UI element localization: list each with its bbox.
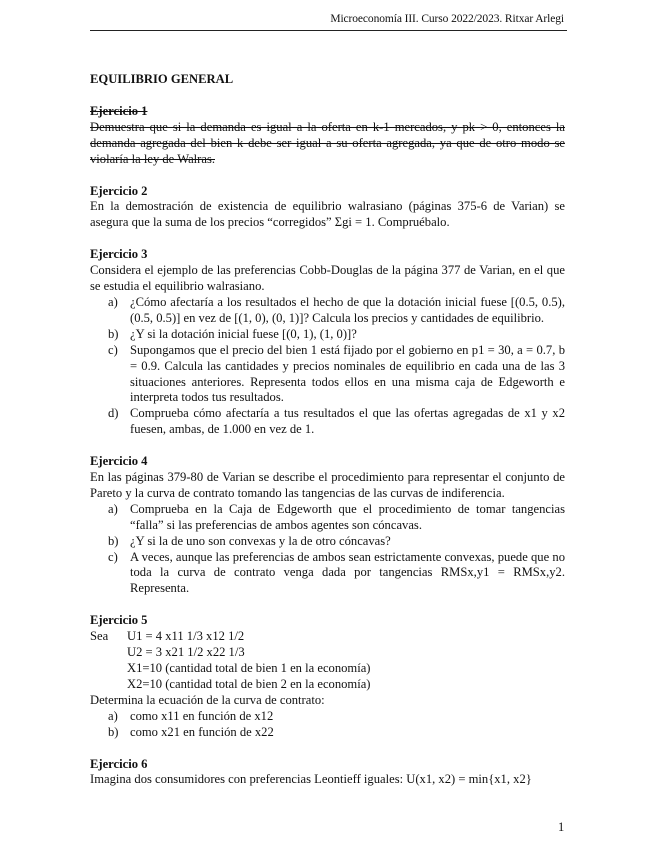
document-title: EQUILIBRIO GENERAL (90, 72, 234, 86)
item-text: como x11 en función de x12 (130, 708, 274, 723)
item-marker: b) (108, 533, 119, 548)
sea-label: Sea (90, 629, 109, 644)
exercise-5-heading: Ejercicio 5 (90, 613, 148, 628)
exercise-1 (90, 104, 565, 168)
list-item (90, 534, 565, 550)
exercise-5 (90, 613, 565, 740)
item-marker: a) (108, 294, 118, 309)
item-text: Comprueba en la Caja de Edgeworth que el procedimiento de tomar tangencias “falla” si las preferencias de ambos agentes son cóncavas. (130, 501, 565, 532)
item-text: Supongamos que el precio del bien 1 está fijado por el gobierno en p1 = 30, a = 0.7, b = 0.9. Calcula las cantidades y precios nominales de equilibrio en cada una de las 3 situaciones anteriores. Representa todos ellos en una misma caja de Edgeworth e interpreta todos tus resultados. (130, 342, 565, 405)
list-item (90, 725, 565, 741)
item-marker: c) (108, 549, 118, 564)
definitions-block (90, 629, 565, 693)
exercise-3-intro: Considera el ejemplo de las preferencias Cobb-Douglas de la página 377 de Varian, en el que se estudia el equilibrio walrasiano. (90, 263, 565, 294)
list-item (90, 709, 565, 725)
running-header: Microeconomía III. Curso 2022/2023. Ritxar Arlegi (330, 13, 564, 25)
item-marker: a) (108, 501, 118, 516)
item-marker: c) (108, 342, 118, 357)
item-marker: b) (108, 326, 119, 341)
exercise-3 (90, 247, 565, 438)
exercise-2-text: En la demostración de existencia de equilibrio walrasiano (páginas 375-6 de Varian) se asegura que la suma de los precios “corregidos” Σgi = 1. Compruébalo. (90, 199, 565, 230)
item-text: como x21 en función de x22 (130, 724, 274, 739)
item-text: ¿Cómo afectaría a los resultados el hecho de que la dotación inicial fuese [(0.5, 0.5), (0.5, 0.5)] en vez de [(1, 0), (0, 1)]? Calcula los precios y cantidades de equilibrio. (130, 294, 565, 325)
exercise-5-items (90, 709, 565, 741)
exercise-1-text: Demuestra que si la demanda es igual a la oferta en k-1 mercados, y pk > 0, entonces la demanda agregada del bien k debe ser igual a su oferta agregada, ya que de otro modo se violaría la ley de Walras. (90, 119, 565, 166)
exercise-3-items (90, 295, 565, 438)
item-text: ¿Y si la dotación inicial fuese [(0, 1), (1, 0)]? (130, 326, 357, 341)
document-body (90, 72, 565, 804)
utility-2-line: U2 = 3 x21 1/2 x22 1/3 (127, 645, 245, 660)
header-rule (90, 30, 567, 31)
exercise-1-heading: Ejercicio 1 (90, 103, 148, 118)
list-item (90, 327, 565, 343)
utility-1-line: U1 = 4 x11 1/3 x12 1/2 (127, 629, 245, 644)
exercise-4-heading: Ejercicio 4 (90, 454, 148, 469)
list-item (90, 550, 565, 598)
page-number: 1 (558, 820, 565, 834)
exercise-3-heading: Ejercicio 3 (90, 247, 148, 262)
item-text: Comprueba cómo afectaría a tus resultados el que las ofertas agregadas de x1 y x2 fuesen, ambas, de 1.000 en vez de 1. (130, 406, 565, 437)
item-marker: d) (108, 406, 119, 421)
item-text: A veces, aunque las preferencias de ambos sean estrictamente convexas, puede que no toda la curva de contrato venga dada por tangencias RMSx,y1 = RMSx,y2. Representa. (130, 549, 565, 596)
exercise-6-text: Imagina dos consumidores con preferencias Leontieff iguales: U(x1, x2) = min{x1, x2} (90, 772, 532, 787)
exercise-6-heading: Ejercicio 6 (90, 756, 148, 771)
list-item (90, 343, 565, 407)
exercise-2 (90, 184, 565, 232)
exercise-4-items (90, 502, 565, 597)
total-good-2-line: X2=10 (cantidad total de bien 2 en la economía) (127, 676, 371, 691)
list-item (90, 502, 565, 534)
item-marker: b) (108, 724, 119, 739)
item-text: ¿Y si la de uno son convexas y la de otro cóncavas? (130, 533, 391, 548)
list-item (90, 295, 565, 327)
exercise-4 (90, 454, 565, 597)
exercise-2-heading: Ejercicio 2 (90, 183, 148, 198)
definitions-lines (127, 629, 371, 693)
exercise-6 (90, 757, 565, 789)
total-good-1-line: X1=10 (cantidad total de bien 1 en la economía) (127, 661, 371, 675)
list-item (90, 406, 565, 438)
exercise-5-instruction: Determina la ecuación de la curva de contrato: (90, 692, 325, 707)
exercise-4-intro: En las páginas 379-80 de Varian se describe el procedimiento para representar el conjunto de Pareto y la curva de contrato tomando las tangencias de las curvas de indiferencia. (90, 470, 565, 500)
item-marker: a) (108, 708, 118, 723)
